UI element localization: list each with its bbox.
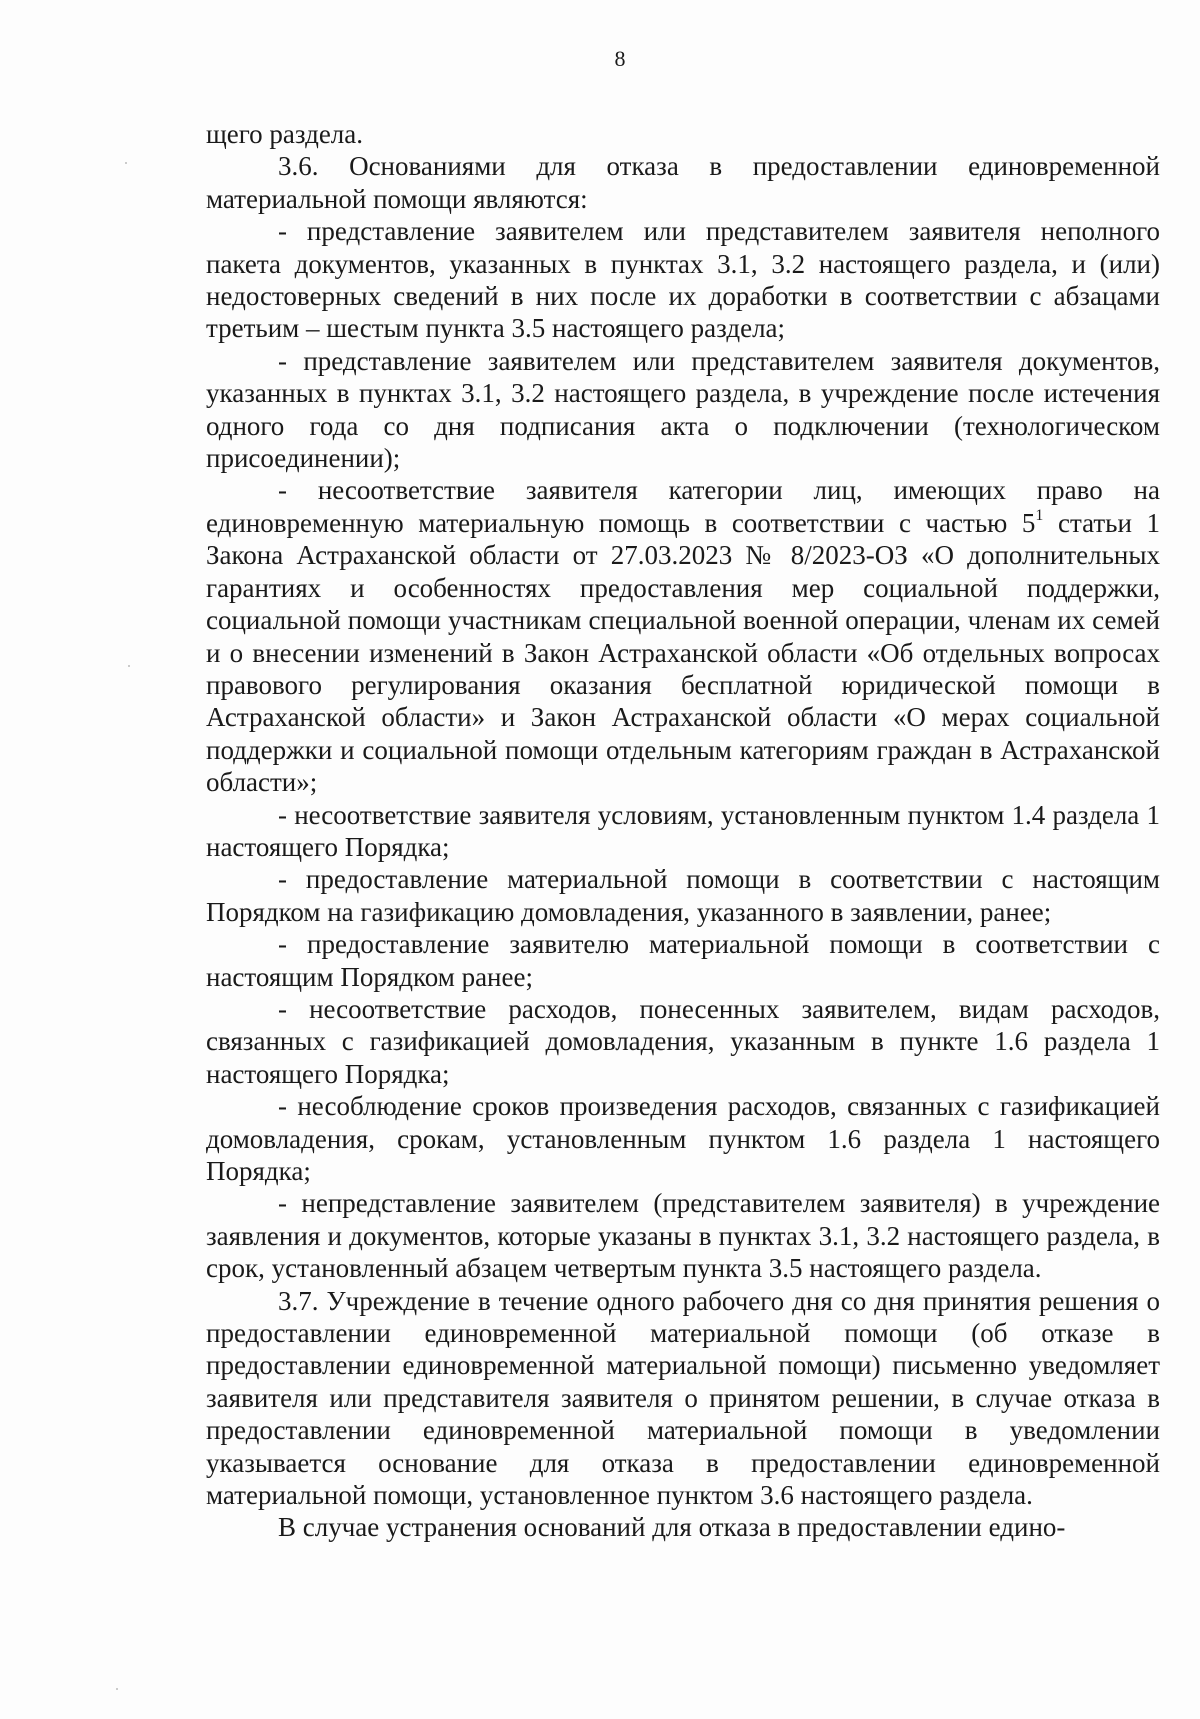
list-item-deadline-violation: - несоблюдение сроков произведения расходов, связанных с газификацией домовладения, срокам, установленным пунктом 1.6 раздела 1 настоящего Порядка; <box>206 1091 1160 1186</box>
paragraph-final: В случае устранения оснований для отказа в предоставлении едино- <box>278 1512 1066 1543</box>
category-text-after: статьи 1 Закона Астраханской области от 27.03.2023 № 8/2023-ОЗ «О дополнительных гарантиях и особенностях предоставления мер социальной поддержки, социальной помощи участникам специальной военной операции, членам их семей и о внесении изменений в Закон Астраханской области «Об отдельных вопросах правового регулирования оказания бесплатной юридической помощи в Астраханской области» и Закон Астраханской области «О мерах социальной поддержки и социальной помощи отдельным категориям граждан в Астраханской области»; <box>206 507 1160 798</box>
list-item-household-assisted: - предоставление материальной помощи в соответствии с настоящим Порядком на газификацию домовладения, указанного в заявлении, ранее; <box>206 864 1160 927</box>
list-item-applicant-assisted: - предоставление заявителю материальной помощи в соответствии с настоящим Порядком ранее; <box>206 929 1160 992</box>
category-text-before: - несоответствие заявителя категории лиц, имеющих право на единовременную материальную помощь в соответствии с частью 5 <box>206 475 1160 538</box>
superscript-marker: 1 <box>1035 506 1044 524</box>
scan-speck <box>125 162 127 164</box>
page-number: 8 <box>614 46 626 71</box>
paragraph-section-3-7: 3.7. Учреждение в течение одного рабочего дня со дня принятия решения о предоставлении единовременной материальной помощи (об отказе в предоставлении единовременной материальной помощи) письменно уведомляет заявителя или представителя заявителя о принятом решении, в случае отказа в предоставлении единовременной материальной помощи в уведомлении указывается основание для отказа в предоставлении единовременной материальной помощи, установленное пунктом 3.6 настоящего раздела. <box>206 1285 1160 1511</box>
list-item-late-submission: - представление заявителем или представителем заявителя документов, указанных в пунктах 3.1, 3.2 настоящего раздела, в учреждение после истечения одного года со дня подписания акта о подключении (технологическом присоединении); <box>206 345 1160 474</box>
list-item-conditions-mismatch: - несоответствие заявителя условиям, установленным пунктом 1.4 раздела 1 настоящего Порядка; <box>206 799 1160 862</box>
list-item-incomplete-package: - представление заявителем или представителем заявителя неполного пакета документов, указанных в пунктах 3.1, 3.2 настоящего раздела, и (или) недостоверных сведений в них после их доработки в соответствии с абзацами третьим – шестым пункта 3.5 настоящего раздела; <box>206 216 1160 344</box>
paragraph-continuation: щего раздела. <box>206 119 364 149</box>
list-item-non-submission: - непредставление заявителем (представителем заявителя) в учреждение заявления и документов, которые указаны в пунктах 3.1, 3.2 настоящего раздела, в срок, установленный абзацем четвертым пункта 3.5 настоящего раздела. <box>206 1188 1160 1284</box>
list-item-category-mismatch <box>206 474 1160 798</box>
document-body <box>206 118 1160 1544</box>
paragraph-section-3-6: 3.6. Основаниями для отказа в предоставлении единовременной материальной помощи являются: <box>206 151 1160 214</box>
scan-speck <box>128 665 130 667</box>
list-item-expense-mismatch: - несоответствие расходов, понесенных заявителем, видам расходов, связанных с газификацией домовладения, указанным в пункте 1.6 раздела 1 настоящего Порядка; <box>206 993 1160 1089</box>
scan-speck <box>116 1688 118 1690</box>
